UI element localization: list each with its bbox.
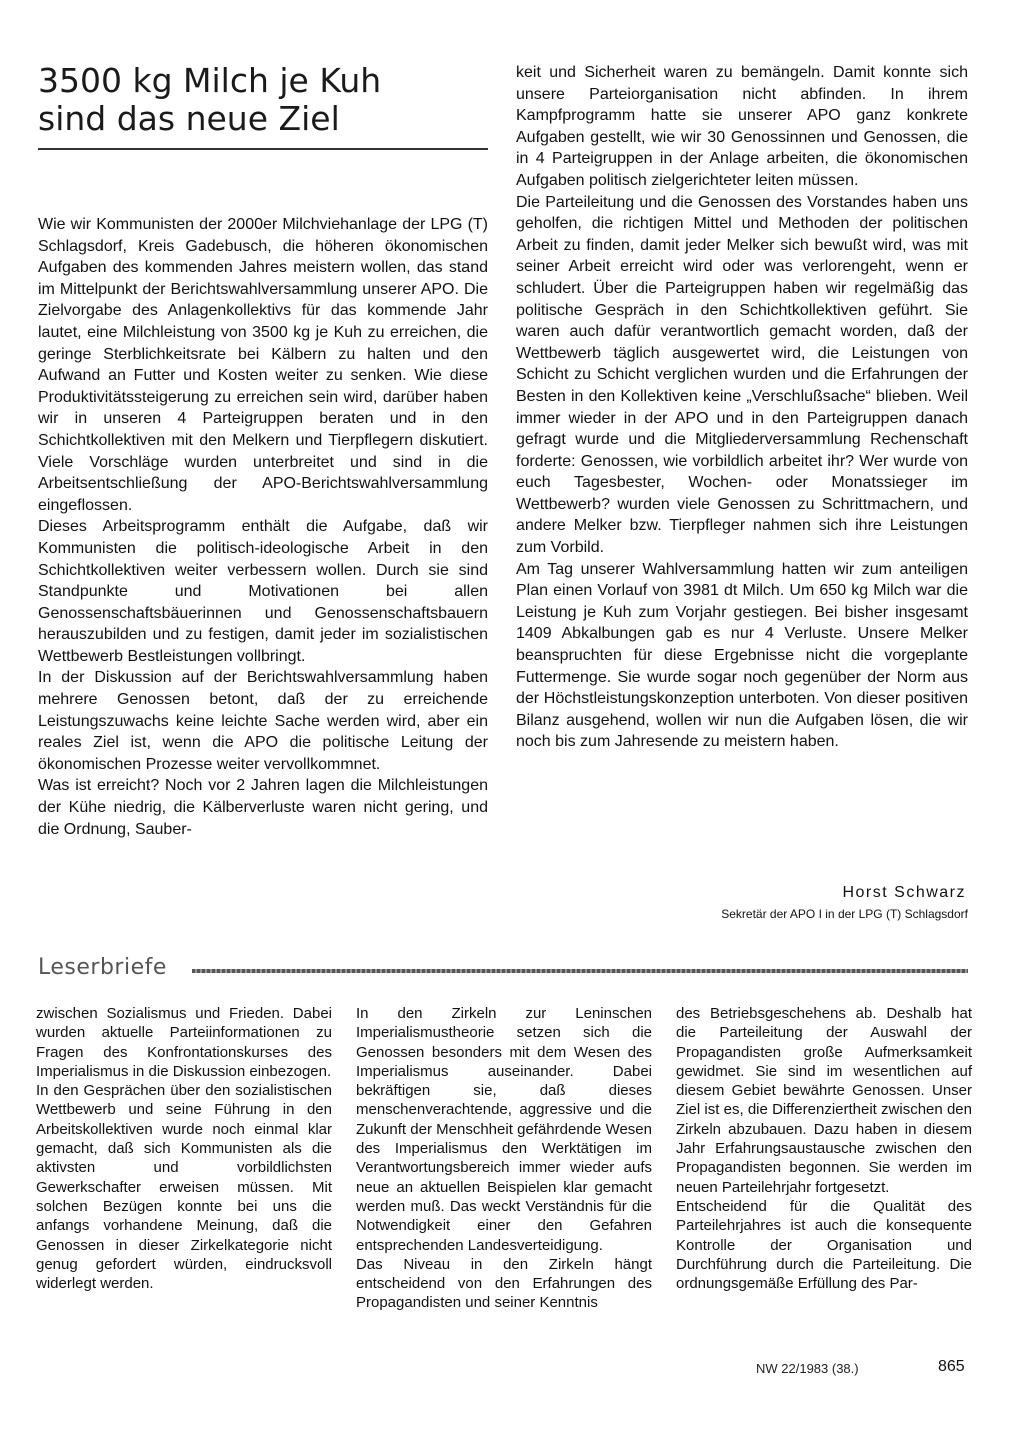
letters-column-2 [356, 1004, 652, 1313]
author-title: Sekretär der APO I in der LPG (T) Schlagsdorf [721, 907, 968, 921]
letters-paragraph: des Betriebsgeschehens ab. Deshalb hat die Parteileitung der Auswahl der Propagandisten große Aufmerksamkeit gewidmet. Sie sind im wesentlichen auf diesem Gebiet bewährte Genossen. Unser Ziel ist es, die Differenziertheit zwischen den Zirkeln abzubauen. Dazu haben in diesem Jahr Erfahrungsaustausche zwischen den Propagandisten begonnen. Sie werden im neuen Parteilehrjahr fortgesetzt. [676, 1005, 972, 1196]
letters-paragraph: zwischen Sozialismus und Frieden. Dabei wurden aktuelle Parteiinformationen zu Fragen des Konfrontationskurses des Imperialismus in die Diskussion einbezogen. [36, 1005, 332, 1080]
article-headline [38, 62, 498, 138]
headline-line-1: 3500 kg Milch je Kuh [38, 61, 382, 100]
article-paragraph: keit und Sicherheit waren zu bemängeln. Damit konnte sich unsere Parteiorganisation nicht abfinden. In ihrem Kampfprogramm hatte sie unserer APO ganz konkrete Aufgaben gestellt, wie wir 30 Genossinnen und Genossen, die in 4 Parteigruppen in der Anlage arbeiten, die ökonomischen Aufgaben politisch zielgerichteter leiten müssen. [516, 64, 968, 189]
article-paragraph: In der Diskussion auf der Berichtswahlversammlung haben mehrere Genossen betont, daß der zu erreichende Leistungszuwachs keine leichte Sache werden wird, aber ein reales Ziel ist, wenn die APO die politische Leitung der ökonomischen Prozesse weiter vervollkommnet. [38, 669, 488, 773]
issue-reference: NW 22/1983 (38.) [756, 1361, 859, 1376]
page-number: 865 [938, 1358, 965, 1375]
article-paragraph: Dieses Arbeitsprogramm enthält die Aufgabe, daß wir Kommunisten die politisch-ideologische Arbeit in den Schichtkollektiven weiter verbessern wollen. Durch sie sind Standpunkte und Motivationen bei allen Genossenschaftsbäuerinnen und Genossenschaftsbauern herauszubilden und zu festigen, damit jeder im sozialistischen Wettbewerb Bestleistungen vollbringt. [38, 518, 488, 665]
letters-paragraph: In den Zirkeln zur Leninschen Imperialismustheorie setzen sich die Genossen besonders mit dem Wesen des Imperialismus auseinander. Dabei bekräftigen sie, daß dieses menschenverachtende, aggressive und die Zukunft der Menschheit gefährdende Wesen des Imperialismus den Werktätigen im Verantwortungsbereich immer wieder aufs neue an aktuellen Beispielen klar gemacht werden muß. Das weckt Verständnis für die Notwendigkeit einer den Gefahren entsprechenden Landesverteidigung. [356, 1005, 652, 1254]
letters-paragraph: In den Gesprächen über den sozialistischen Wettbewerb und seine Führung in den Arbeitskollektiven wurde noch einmal klar gemacht, daß sich Kommunisten als die aktivsten und vorbildlichsten Gewerkschafter erweisen müssen. Mit solchen Bezügen konnte bei uns die anfangs vorhandene Meinung, daß die Genossen in dieser Zirkelkategorie nicht genug gefordert würden, eindrucksvoll widerlegt werden. [36, 1082, 332, 1293]
article-paragraph: Am Tag unserer Wahlversammlung hatten wir zum anteiligen Plan einen Vorlauf von 3981 dt Milch. Um 650 kg Milch war die Leistung je Kuh zum Vorjahr gestiegen. Bei bisher insgesamt 1409 Abkalbungen gab es nur 4 Verluste. Unsere Melker beanspruchten für diese Ergebnisse nicht die vorgeplante Futtermenge. Sie wurde sogar noch gegenüber der Norm aus der Höchstleistungskonzeption unterboten. Von dieser positiven Bilanz ausgehend, wollen wir nun die Aufgaben lösen, die wir noch bis zum Jahresende zu meistern haben. [516, 560, 968, 751]
section-rule [192, 969, 968, 973]
article-paragraph: Wie wir Kommunisten der 2000er Milchviehanlage der LPG (T) Schlagsdorf, Kreis Gadebusch, die höheren ökonomischen Aufgaben des kommenden Jahres meistern wollen, das stand im Mittelpunkt der Berichtswahlversammlung unserer APO. Die Zielvorgabe des Anlagenkollektivs für das kommende Jahr lautet, eine Milchleistung von 3500 kg je Kuh zu erreichen, die geringe Sterblichkeitsrate bei Kälbern zu halten und den Aufwand an Futter und Kosten weiter zu senken. Wie diese Produktivitätssteigerung zu erreichen sein wird, darüber haben wir in unseren 4 Parteigruppen beraten und in den Schichtkollektiven mit den Melkern und Tierpflegern diskutiert. Viele Vorschläge wurden unterbreitet und sind in die Arbeitsentschließung der APO-Berichtswahlversammlung eingeflossen. [38, 216, 488, 514]
headline-line-2: sind das neue Ziel [38, 99, 340, 138]
article-column-left [38, 214, 488, 840]
article-paragraph: Was ist erreicht? Noch vor 2 Jahren lagen die Milchleistungen der Kühe niedrig, die Kälberverluste waren nicht gering, und die Ordnung, Sauber- [38, 777, 488, 838]
letters-column-3 [676, 1004, 972, 1293]
article-paragraph: Die Parteileitung und die Genossen des Vorstandes haben uns geholfen, die richtigen Mittel und Methoden der politischen Arbeit zu finden, damit jeder Melker sich bewußt wird, was mit seiner Arbeit erreicht wird oder was verlorengeht, wenn er schludert. Über die Parteigruppen haben wir regelmäßig das politische Gespräch in den Schichtkollektiven geführt. Sie waren auch dafür verantwortlich gemacht worden, daß der Wettbewerb täglich ausgewertet wird, die Leistungen von Schicht zu Schicht verglichen wurden und die Erfahrungen der Besten in den Kollektiven keine „Verschlußsache“ blieben. Weil immer wieder in der APO und in den Parteigruppen danach gefragt wurde und die Mitgliederversammlung Rechenschaft forderte: Genossen, wie vorbildlich arbeitet ihr? Wer wurde von euch Tagesbester, Wochen- oder Monatssieger im Wettbewerb? wurden viele Genossen zu Schrittmachern, und andere Melker bzw. Tierpfleger nahmen sich ihre Leistungen zum Vorbild. [516, 193, 968, 557]
headline-rule [38, 148, 488, 150]
letters-paragraph: Das Niveau in den Zirkeln hängt entscheidend von den Erfahrungen des Propagandisten und seiner Kenntnis [356, 1255, 652, 1312]
author-name: Horst Schwarz [842, 884, 966, 901]
letters-column-1 [36, 1004, 332, 1293]
section-title-leserbriefe: Leserbriefe [38, 955, 167, 980]
article-column-right [516, 62, 968, 753]
letters-paragraph: Entscheidend für die Qualität des Parteilehrjahres ist auch die konsequente Kontrolle der Organisation und Durchführung durch die Parteileitung. Die ordnungsgemäße Erfüllung des Par- [676, 1197, 972, 1293]
